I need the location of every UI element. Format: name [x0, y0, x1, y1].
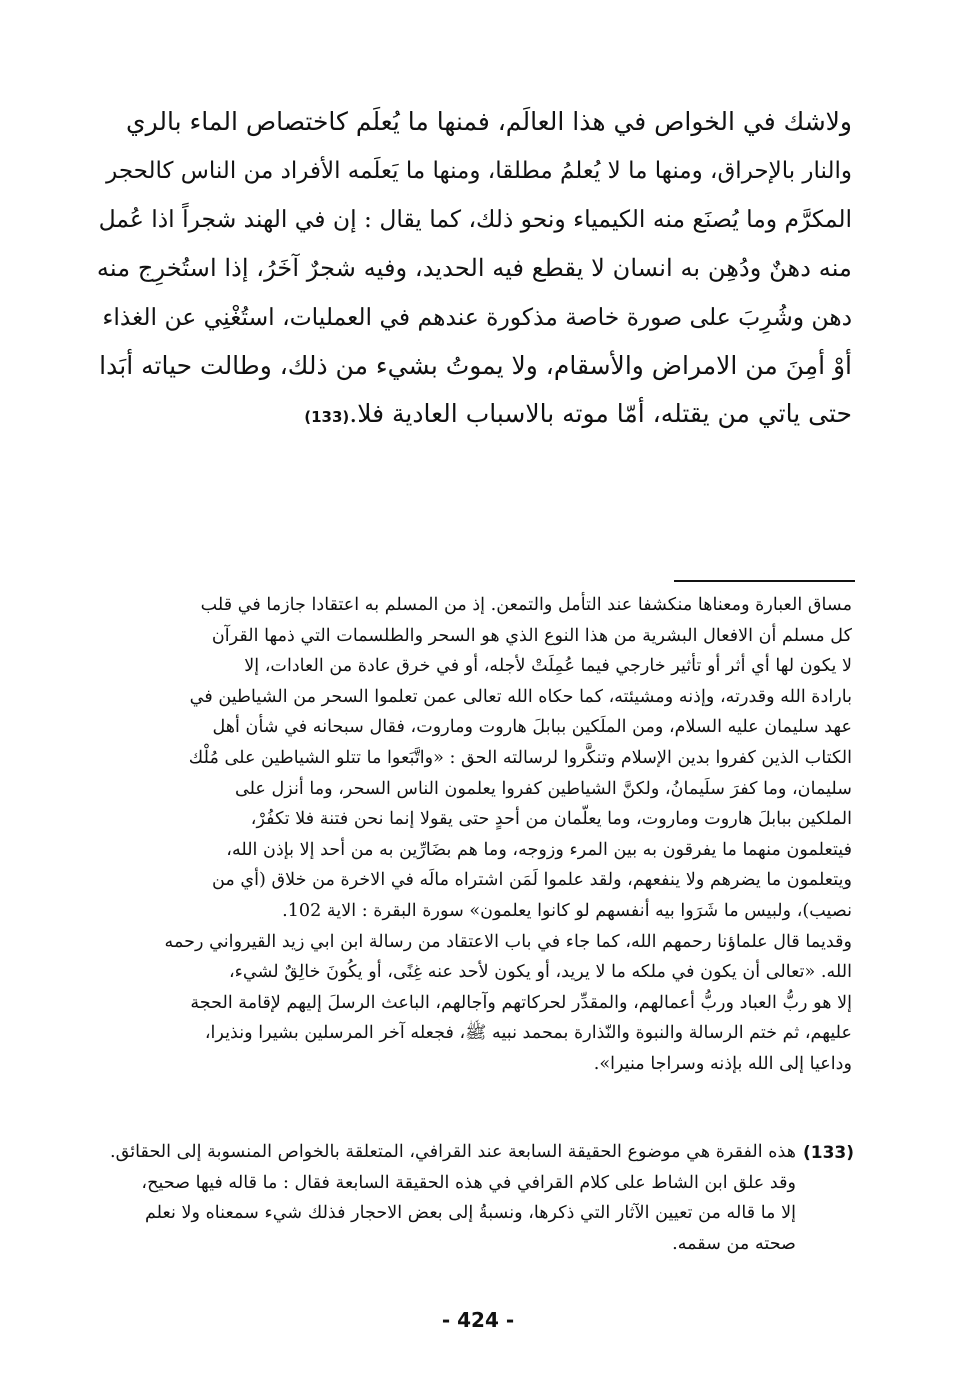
main-text-line: أوْ أمِنَ من الامراض والأسقام، ولا يموتُ بشيء من ذلك، وطالت حياته أبَدا: [99, 350, 852, 380]
footnote-line: بارادة الله وقدرته، وإذنه ومشيئته، كما حكاه الله تعالى عمن تعلموا السحر من الشياطين في: [189, 686, 852, 707]
main-text-line: حتى ياتي من يقتله، أمّا موته بالاسباب العادية فلا.: [349, 399, 852, 429]
footnote-line: صحته من سقمه.: [672, 1233, 796, 1254]
footnote-133: [96, 1137, 796, 1259]
footnote-line: الكتاب الذين كفروا بدين الإسلام وتنكَّروا لرسالته الحق : «واتَّبَعوا ما تتلو الشياطين على مُلْك: [188, 747, 852, 768]
footnote-line: وقد علق ابن الشاط على كلام القرافي في هذه الحقيقة السابعة فقال : ما قاله فيها صحيح،: [141, 1172, 796, 1193]
footnote-line: وداعيا إلى الله بإذنه وسراجا منيرا».: [593, 1053, 852, 1074]
footnote-line: مساق العبارة ومعناها منكشفا عند التأمل والتمعن. إذ من المسلم به اعتقادا جازما في قلب: [200, 595, 852, 615]
footnote-separator-rule: [674, 580, 855, 582]
page-number: - 424 -: [441, 1308, 515, 1332]
footnote-line: الله. «تعالى أن يكون في ملكه ما لا يريد، أو يكون لأحد عنه غِنًى، أو يكُونَ خالِقٌ لشيء،: [228, 962, 852, 983]
footnote-line: عليهم، ثم ختم الرسالة والنبوة والنّذارة بمحمد نبيه ﷺ، فجعله آخر المرسلين بشيرا ونذيرا،: [204, 1023, 852, 1044]
main-text-line: المكرَّم وما يُصنَع منه الكيمياء ونحو ذلك، كما يقال : إن في الهند شجراً اذا عُمل: [98, 205, 852, 234]
footnote-line: إلا هو ربُّ العباد وربُّ أعمالهم، والمقدِّر لحركاتهم وآجالهم، الباعث الرسلَ إليهم لإقامة الحجة: [190, 992, 852, 1013]
footnote-line: وقديما قال علماؤنا رحمهم الله، كما جاء في باب الاعتقاد من رسالة ابن ابي زيد القيرواني رحمه: [164, 931, 852, 952]
footnote-reference: (133): [304, 408, 350, 427]
footnote-line: سليمان، وما كفرَ سلَيمانُ، ولكنَّ الشياطين كفروا يعلمون الناس السحر، وما أنزل على: [234, 778, 852, 799]
footnote-line: ويتعلمون ما يضرهم ولا ينفعهم، ولقد علموا لَمَن اشتراه مالَه في الاخرة من خلاق (أي من: [211, 870, 852, 891]
main-text-last-line: [96, 390, 852, 442]
main-text-line: دهن وشُرِبَ على صورة خاصة مذكورة عندهم في العمليات، استُغْنِي عن الغذاء: [102, 302, 852, 331]
footnote-line: هذه الفقرة هي موضوع الحقيقة السابعة عند القرافي، المتعلقة بالخواص المنسوبة إلى الحقائق.: [110, 1142, 796, 1162]
footnote-continuation: [96, 590, 852, 1080]
footnote-line: كل مسلم أن الافعال البشرية من هذا النوع الذي هو السحر والطلسمات التي ذمها القرآن: [211, 625, 852, 646]
footnote-line: فيتعلمون منهما ما يفرقون به بين المرء وزوجه، وما هم بضَارِّين به من أحد إلا بإذن الله،: [226, 839, 852, 860]
footnote-line: إلا ما قاله من تعيين الآثار التي ذكرها، ونسبةُ إلى بعض الاحجار فذلك شيء سمعناه ولا نعلم: [144, 1203, 796, 1224]
footnote-number: (133): [803, 1143, 855, 1163]
footnote-line: عهد سليمان عليه السلام، ومن الملَكين ببابلَ هاروت وماروت، فقال سبحانه في شأن أهل: [212, 717, 852, 738]
main-text-block: [96, 98, 852, 442]
footnote-line: لا يكون لها أي أثر أو تأثير خارجي فيما عُمِلَتْ لأجله، أو في خرق عادة من العادات، إلا: [244, 656, 852, 677]
footnote-line: نصيب)، ولبيس ما شَرَوا بيه أنفسهم لو كانوا يعلمون» سورة البقرة : الاية 102.: [282, 900, 852, 921]
main-text-line: منه دهنٌ ودُهِن به انسان لا يقطع فيه الحديد، وفيه شجرٌ آخَرُ، إذا استُخرِج منه: [96, 254, 852, 283]
main-text-line: والنار بالإحراق، ومنها ما لا يُعلمُ مطلقا، ومنها ما يَعلَمه الأفراد من الناس كالحجر: [106, 157, 852, 184]
footnote-line: الملكين ببابلَ هاروت وماروت، وما يعلّمان من أحدٍ حتى يقولا إنما نحن فتنة فلا تكفُرْ،: [250, 809, 852, 830]
main-text-line: ولاشك في الخواص في هذا العالَم، فمنها ما يُعلَم كاختصاص الماء بالري: [126, 107, 852, 136]
